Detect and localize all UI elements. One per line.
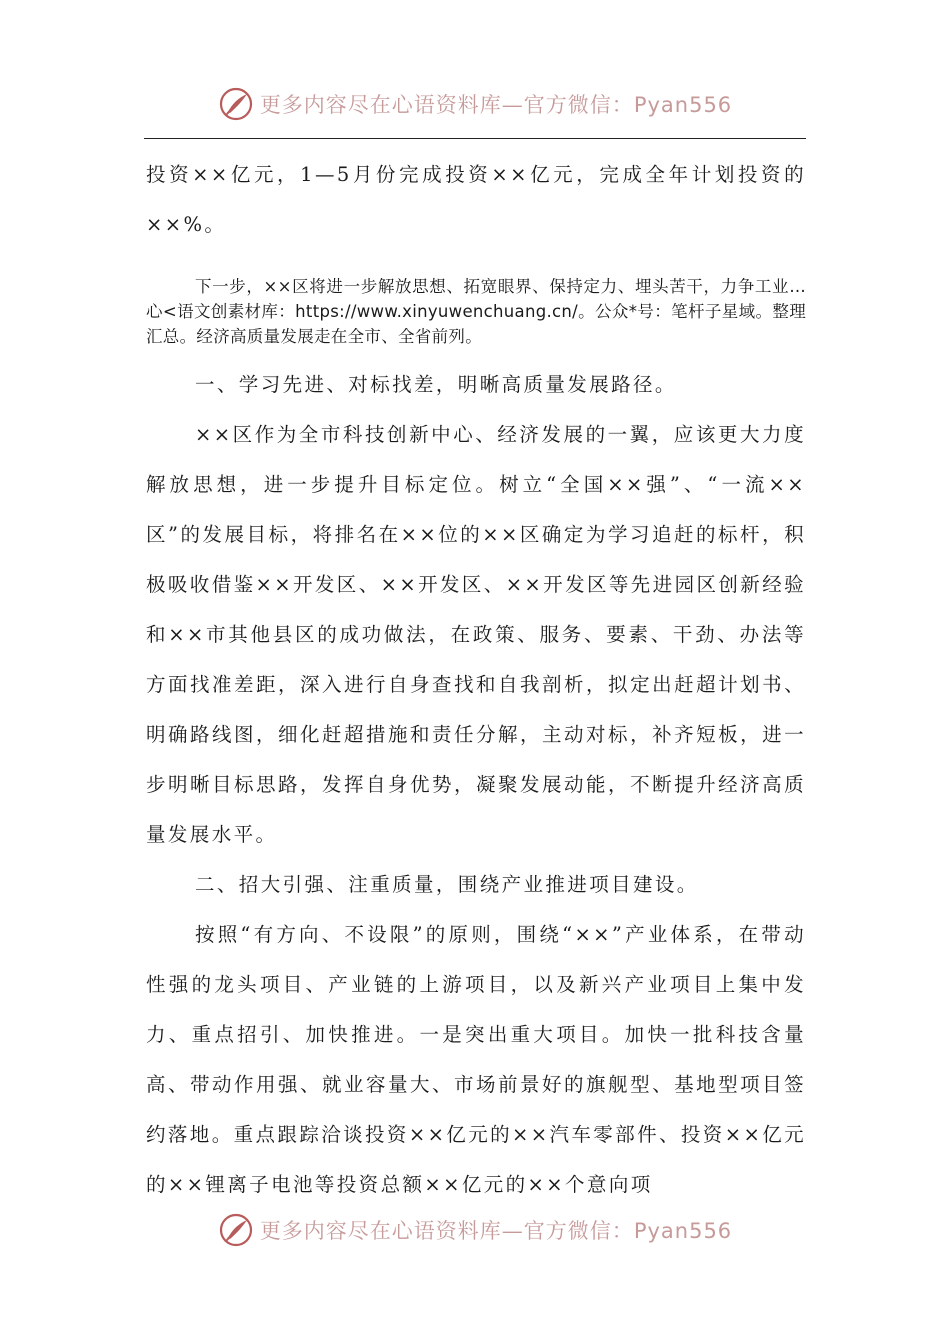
paragraph-benchmarking: ××区作为全市科技创新中心、经济发展的一翼，应该更大力度解放思想，进一步提升目标定位。树立“全国××强”、“一流××区”的发展目标，将排名在××位的××区确定为学习追赶的标杆，积极吸收借鉴××开发区、××开发区、××开发区等先进园区创新经验和××市其他县区的成功做法，在政策、服务、要素、干劲、办法等方面找准差距，深入进行自身查找和自我剖析，拟定出赶超计划书、明确路线图，细化赶超措施和责任分解，主动对标，补齐短板，进一步明晰目标思路，发挥自身优势，凝聚发展动能，不断提升经济高质量发展水平。 [146,423,806,846]
footer-banner-text: 更多内容尽在心语资料库—官方微信：Pyan556 [259,1219,733,1243]
quill-logo-icon [218,1212,254,1248]
header-divider [144,138,806,139]
section-heading-1: 一、学习先进、对标找差，明晰高质量发展路径。 [195,373,677,396]
footer-banner [0,1208,950,1252]
header-banner-text: 更多内容尽在心语资料库—官方微信：Pyan556 [259,93,733,117]
footer-wechat-id: Pyan556 [633,1219,733,1243]
header-wechat-id: Pyan556 [633,93,733,117]
quill-logo-icon [218,86,254,122]
section-heading-2: 二、招大引强、注重质量，围绕产业推进项目建设。 [195,873,699,896]
document-body [146,150,806,1210]
paragraph-investment: 投资××亿元，1—5月份完成投资××亿元，完成全年计划投资的××%。 [146,163,806,236]
header-banner [0,82,950,126]
paragraph-next-step: 下一步，××区将进一步解放思想、拓宽眼界、保持定力、埋头苦干，力争工业…心<语文创素材库：https://www.xinyuwenchuang.cn/。公众*号：笔杆子星域。整理汇总。经济高质量发展走在全市、全省前列。 [146,277,806,346]
paragraph-projects: 按照“有方向、不设限”的原则，围绕“××”产业体系，在带动性强的龙头项目、产业链的上游项目，以及新兴产业项目上集中发力、重点招引、加快推进。一是突出重大项目。加快一批科技含量高、带动作用强、就业容量大、市场前景好的旗舰型、基地型项目签约落地。重点跟踪洽谈投资××亿元的××汽车零部件、投资××亿元的××锂离子电池等投资总额××亿元的××个意向项 [146,923,806,1196]
